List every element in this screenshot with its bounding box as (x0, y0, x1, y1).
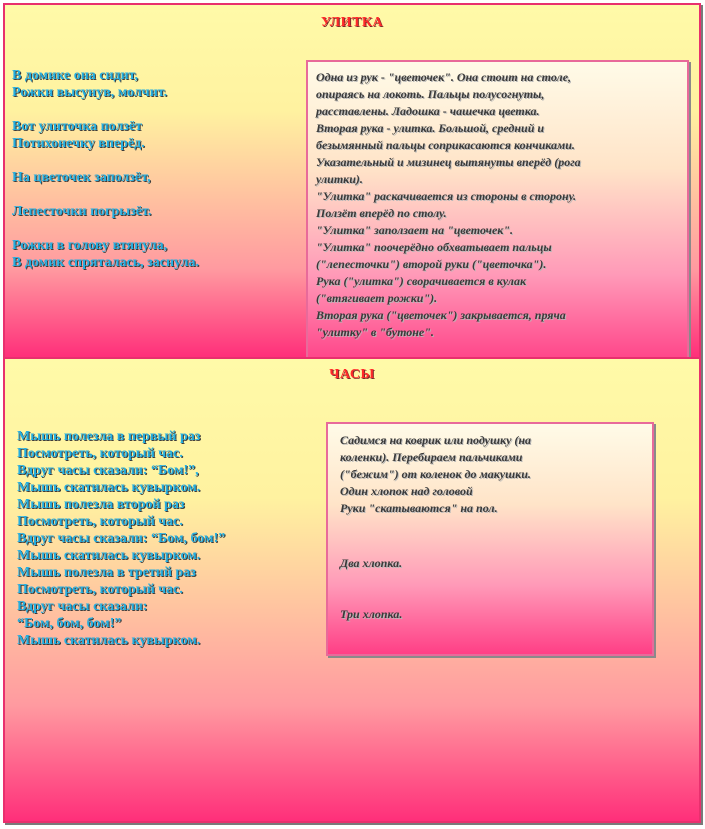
instruction-line: коленки). Перебираем пальчиками (340, 450, 523, 464)
poem-line: Рожки в голову втянула, (12, 238, 168, 253)
instruction-line: расставлены. Ладошка - чашечка цветка. (316, 104, 540, 118)
poem-line: Посмотреть, который час. (17, 446, 183, 461)
snail-instructions-box (306, 60, 689, 368)
instruction-line: Вторая рука ("цветочек") закрывается, пряча (316, 308, 566, 322)
stanza-gap (12, 186, 297, 203)
clock-instructions-text (340, 432, 640, 517)
instruction-line: Одна из рук - "цветочек". Она стоит на столе, (316, 70, 572, 84)
two-claps-text: Два хлопка. (340, 556, 403, 570)
poem-line: Вдруг часы сказали: (17, 599, 148, 614)
poem-line: “Бом, бом, бом!” (17, 616, 122, 631)
clock-title: ЧАСЫ (329, 367, 375, 382)
poem-line: Мышь скатилась кувырком. (17, 548, 201, 563)
instruction-line: Садимся на коврик или подушку (на (340, 433, 532, 447)
instruction-line: Рука ("улитка") сворачивается в кулак (316, 274, 527, 288)
stanza-gap (12, 101, 297, 118)
clock-poem (17, 428, 327, 649)
stanza-gap (12, 152, 297, 169)
poem-line: Вдруг часы сказали: “Бом, бом!” (17, 531, 226, 546)
poem-line: Мышь скатилась кувырком. (17, 480, 201, 495)
instruction-line: улитки). (316, 172, 363, 186)
poem-line: Рожки высунув, молчит. (12, 85, 168, 100)
snail-title: УЛИТКА (320, 15, 384, 30)
poem-line: Мышь полезла второй раз (17, 497, 185, 512)
instruction-line: ("лепесточки") второй руки ("цветочка"). (316, 257, 547, 271)
poem-line: В домике она сидит, (12, 68, 139, 83)
poem-line: Посмотреть, который час. (17, 582, 183, 597)
instruction-line: "улитку" в "бутоне". (316, 325, 434, 339)
three-claps-text: Три хлопка. (340, 607, 403, 621)
poem-line: На цветочек заползёт, (12, 170, 151, 185)
instruction-line: "Улитка" заползает на "цветочек". (316, 223, 514, 237)
instruction-line: "Улитка" поочерёдно обхватывает пальцы (316, 240, 552, 254)
instruction-line: безымянный пальцы соприкасаются кончиками. (316, 138, 575, 152)
instruction-line: "Улитка" раскачивается из стороны в сторону. (316, 189, 577, 203)
poem-line: Лепесточки погрызёт. (12, 204, 152, 219)
poem-line: Мышь полезла в первый раз (17, 429, 201, 444)
instruction-line: Указательный и мизинец вытянуты вперёд (рога (316, 155, 581, 169)
instruction-line: Ползёт вперёд по столу. (316, 206, 447, 220)
instruction-line: ("бежим") от коленок до макушки. (340, 467, 531, 481)
clock-instructions-box (326, 422, 654, 656)
poem-line: Вот улиточка ползёт (12, 119, 143, 134)
stanza-gap (12, 220, 297, 237)
poem-line: В домик спряталась, заснула. (12, 255, 200, 270)
poem-line: Мышь скатилась кувырком. (17, 633, 201, 648)
poem-line: Мышь полезла в третий раз (17, 565, 196, 580)
instruction-line: Один хлопок над головой (340, 484, 473, 498)
instruction-line: Руки "скатываются" на пол. (340, 501, 498, 515)
poem-line: Посмотреть, который час. (17, 514, 183, 529)
snail-poem (12, 67, 297, 271)
instruction-line: ("втягивает рожки"). (316, 291, 438, 305)
instruction-line: опираясь на локоть. Пальцы полусогнуты, (316, 87, 545, 101)
poem-line: Вдруг часы сказали: “Бом!”, (17, 463, 199, 478)
poem-line: Потихонечку вперёд. (12, 136, 145, 151)
instruction-line: Вторая рука - улитка. Большой, средний и (316, 121, 545, 135)
